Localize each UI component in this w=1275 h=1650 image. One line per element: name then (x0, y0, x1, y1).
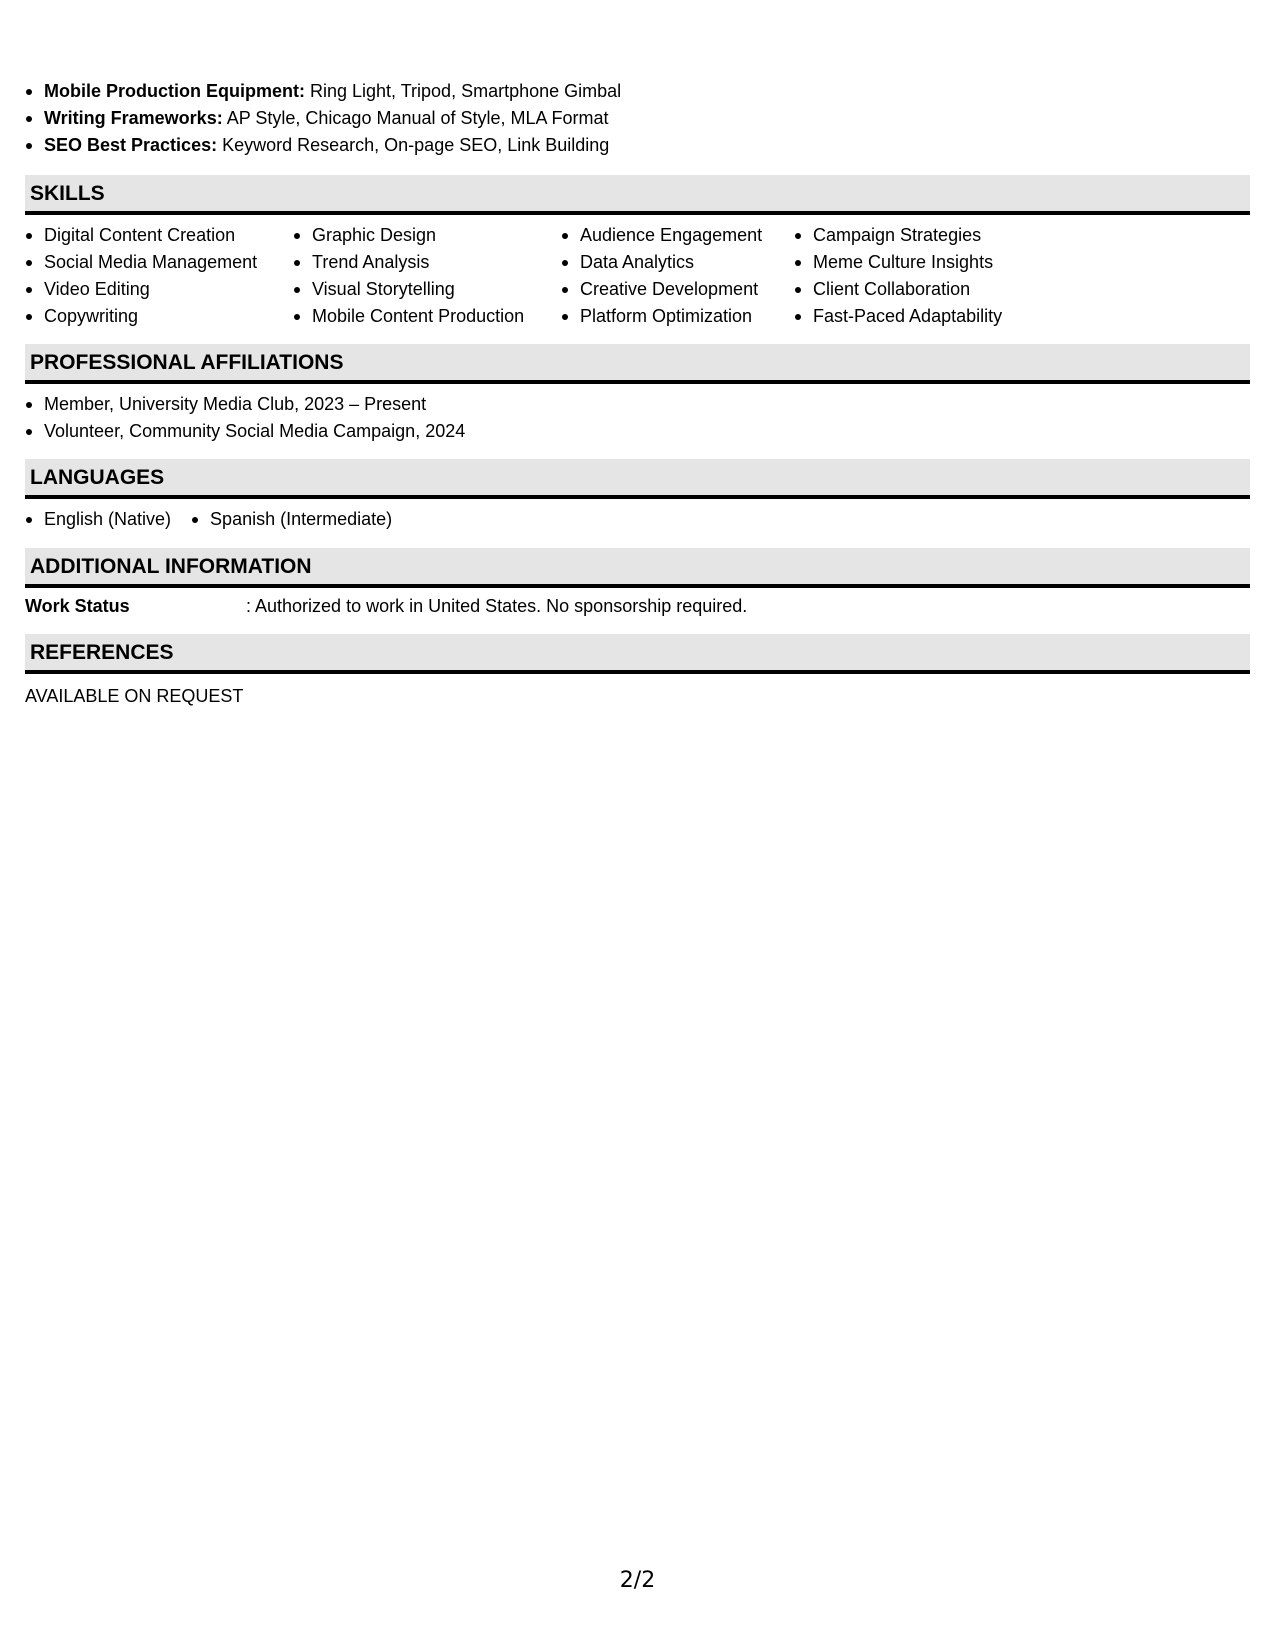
skills-column (293, 222, 561, 330)
work-status-row (25, 593, 1250, 620)
skill-item: Trend Analysis (293, 249, 561, 276)
resume-page (25, 78, 1250, 710)
skill-item: Platform Optimization (561, 303, 794, 330)
skill-item: Fast-Paced Adaptability (794, 303, 1044, 330)
affiliation-item: Member, University Media Club, 2023 – Present (25, 391, 1250, 418)
language-item: Spanish (Intermediate) (191, 506, 392, 533)
skill-item: Social Media Management (25, 249, 293, 276)
page-number: 2/2 (619, 1568, 656, 1593)
work-status-value: : Authorized to work in United States. No sponsorship required. (246, 596, 748, 616)
skill-item: Audience Engagement (561, 222, 794, 249)
skill-item: Client Collaboration (794, 276, 1044, 303)
tool-value: Ring Light, Tripod, Smartphone Gimbal (304, 81, 622, 101)
skill-item: Data Analytics (561, 249, 794, 276)
skill-item: Video Editing (25, 276, 293, 303)
skill-item: Meme Culture Insights (794, 249, 1044, 276)
languages-list (25, 506, 1250, 533)
skill-item: Visual Storytelling (293, 276, 561, 303)
skill-item: Creative Development (561, 276, 794, 303)
tool-value: AP Style, Chicago Manual of Style, MLA Format (222, 108, 609, 128)
skill-item: Digital Content Creation (25, 222, 293, 249)
list-item (25, 132, 1250, 159)
skill-item: Campaign Strategies (794, 222, 1044, 249)
skills-column (794, 222, 1044, 330)
skills-column (25, 222, 293, 330)
skill-item: Mobile Content Production (293, 303, 561, 330)
tools-list (25, 78, 1250, 159)
affiliations-section-title: PROFESSIONAL AFFILIATIONS (25, 344, 1250, 384)
tool-label: Mobile Production Equipment: (44, 81, 305, 101)
references-section-title: REFERENCES (25, 634, 1250, 674)
affiliation-item: Volunteer, Community Social Media Campaign, 2024 (25, 418, 1250, 445)
skills-section-title: SKILLS (25, 175, 1250, 215)
skill-item: Graphic Design (293, 222, 561, 249)
skills-grid (25, 222, 1250, 330)
language-item: English (Native) (25, 506, 171, 533)
tool-label: Writing Frameworks: (44, 108, 223, 128)
affiliations-list (25, 391, 1250, 445)
tool-label: SEO Best Practices: (44, 135, 218, 155)
skills-column (561, 222, 794, 330)
additional-info-section-title: ADDITIONAL INFORMATION (25, 548, 1250, 588)
skill-item: Copywriting (25, 303, 293, 330)
list-item (25, 78, 1250, 105)
references-text: AVAILABLE ON REQUEST (25, 686, 244, 706)
tool-value: Keyword Research, On-page SEO, Link Building (217, 135, 610, 155)
work-status-label: Work Status (25, 596, 130, 616)
languages-section-title: LANGUAGES (25, 459, 1250, 499)
list-item (25, 105, 1250, 132)
